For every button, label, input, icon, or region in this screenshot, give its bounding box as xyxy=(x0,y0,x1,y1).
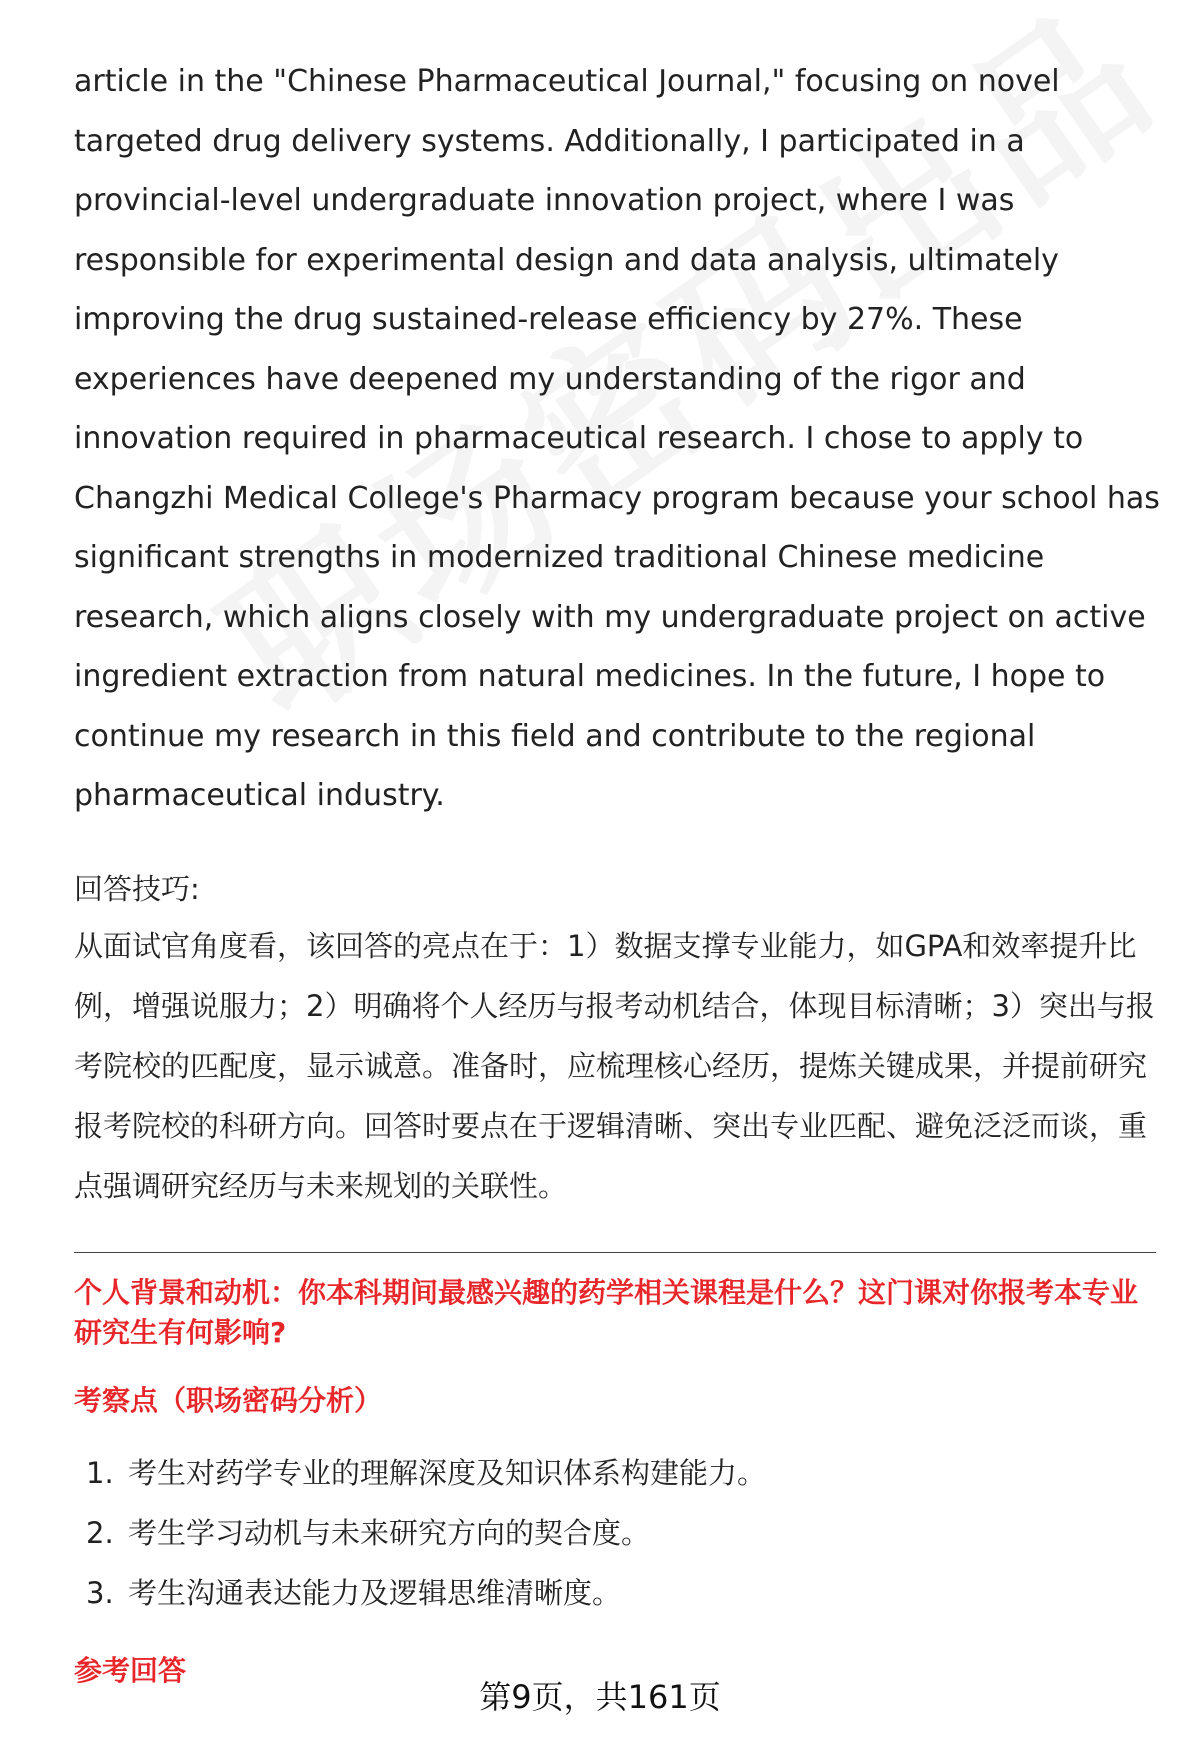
focus-list xyxy=(74,1443,1164,1623)
page-content xyxy=(74,52,1164,1691)
list-item-text: 考生沟通表达能力及逻辑思维清晰度。 xyxy=(128,1575,622,1610)
tips-body: 从面试官角度看，该回答的亮点在于：1）数据支撑专业能力，如GPA和效率提升比例，增强说服力；2）明确将个人经历与报考动机结合，体现目标清晰；3）突出与报考院校的匹配度，显示诚意。准备时，应梳理核心经历，提炼关键成果，并提前研究报考院校的科研方向。回答时要点在于逻辑清晰、突出专业匹配、避免泛泛而谈，重点强调研究经历与未来规划的关联性。 xyxy=(74,928,1155,1203)
list-item-number: 3. xyxy=(86,1575,114,1610)
list-item-text: 考生学习动机与未来研究方向的契合度。 xyxy=(128,1515,651,1550)
reference-heading: 参考回答 xyxy=(74,1653,187,1687)
list-item xyxy=(74,1563,1164,1623)
answer-paragraph-en: article in the "Chinese Pharmaceutical Journal," focusing on novel targeted drug delivery systems. Additionally, I participated in a provincial-level undergraduate innovation project, where I was responsible for experimental design and data analysis, ultimately improving the drug sustained-release efficiency by 27%. These experiences have deepened my understanding of the rigor and innovation required in pharmaceutical research. I chose to apply to Changzhi Medical College's Pharmacy program because your school has significant strengths in modernized traditional Chinese medicine research, which aligns closely with my undergraduate project on active ingredient extraction from natural medicines. In the future, I hope to continue my research in this field and contribute to the regional pharmaceutical industry. xyxy=(74,64,1160,813)
tips-title: 回答技巧: xyxy=(74,871,200,906)
question-heading: 个人背景和动机：你本科期间最感兴趣的药学相关课程是什么？这门课对你报考本专业研究生有何影响? xyxy=(74,1275,1139,1349)
page-number-footer: 第9页，共161页 xyxy=(479,1678,721,1716)
list-item xyxy=(74,1503,1164,1563)
list-item-number: 1. xyxy=(86,1455,114,1490)
section-divider xyxy=(74,1252,1156,1253)
list-item xyxy=(74,1443,1164,1503)
focus-heading: 考察点（职场密码分析） xyxy=(74,1383,383,1417)
list-item-number: 2. xyxy=(86,1515,114,1550)
list-item-text: 考生对药学专业的理解深度及知识体系构建能力。 xyxy=(128,1455,767,1490)
